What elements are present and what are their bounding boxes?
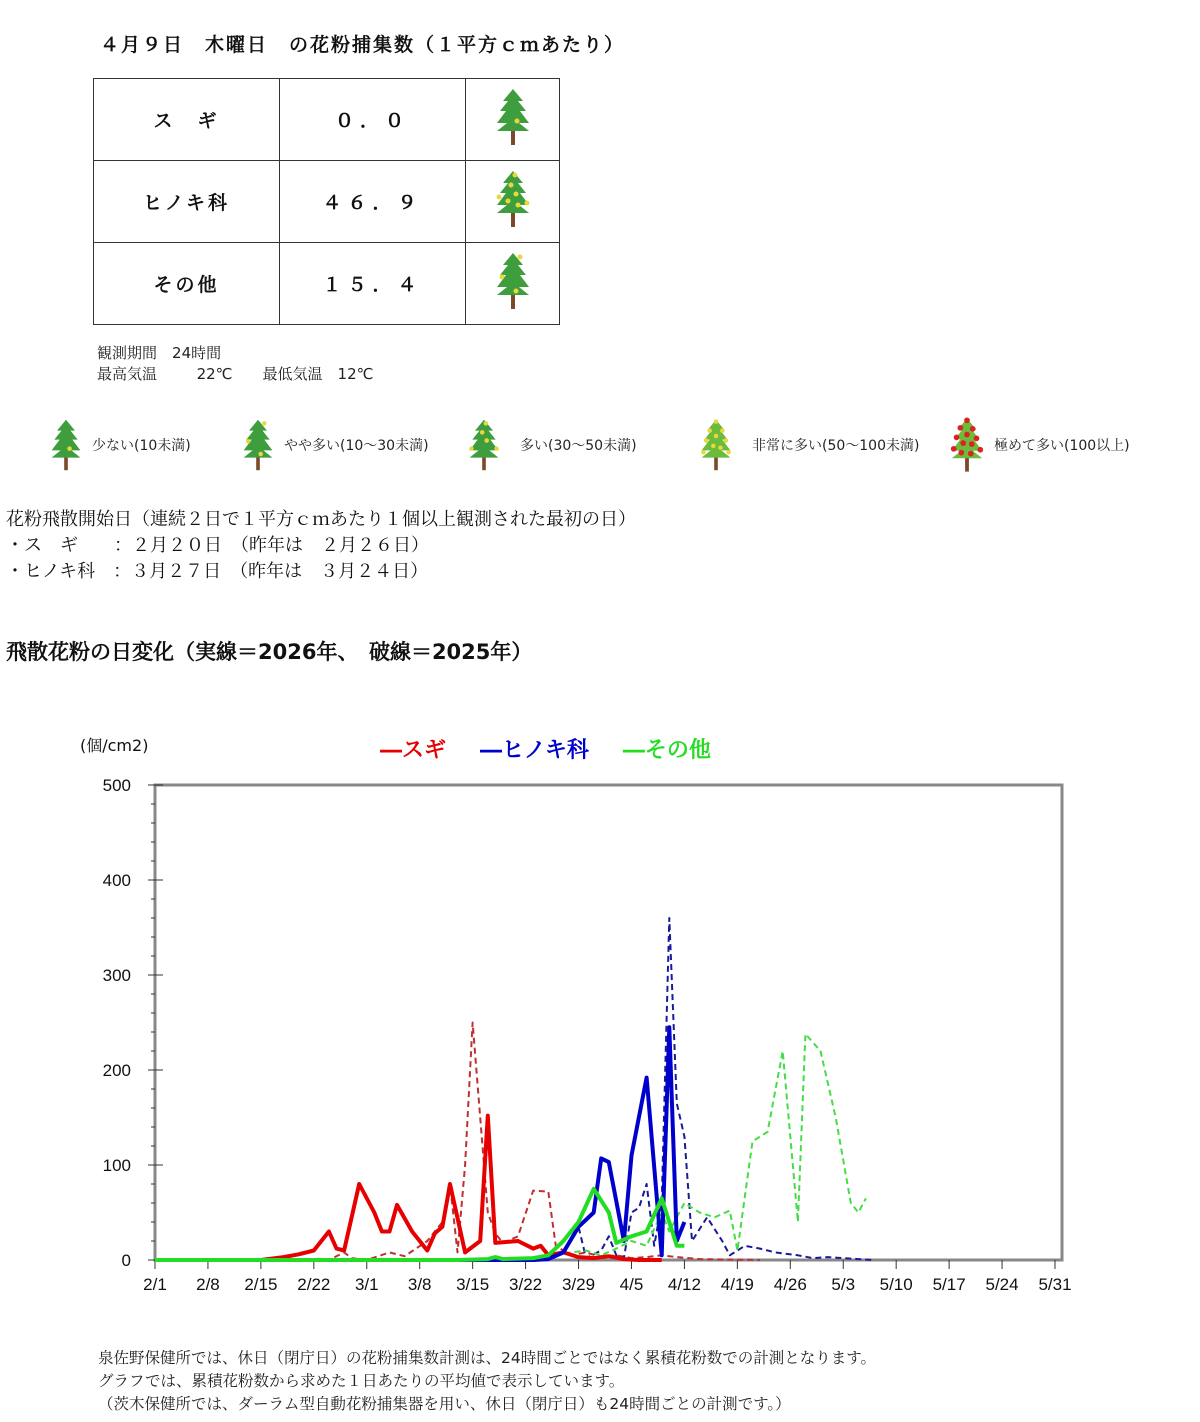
row-name: ヒノキ科 [94,161,280,243]
table-row-sugi [94,79,560,161]
series-line [155,918,874,1260]
legend-label: 多い(30～50未満) [520,438,637,454]
legend-label: 少ない(10未満) [92,438,191,454]
y-tick-label: 100 [102,1156,131,1175]
period-value: 24時間 [172,344,222,362]
tree-many-icon [466,415,502,475]
tree-very-many-icon [698,415,734,475]
legend-label: 非常に多い(50～100未満) [752,438,920,454]
legend-sugi: ―スギ [380,738,447,763]
y-tick-label: 400 [102,871,131,890]
observation-info [97,343,373,385]
min-temp-value: 12℃ [337,365,374,383]
series-line [155,1027,684,1260]
x-tick-label: 4/12 [667,1275,701,1294]
footer-line-3: （茨木保健所では、ダーラム型自動花粉捕集器を用い、休日（閉庁日）も24時間ごとの計測です。） [98,1395,791,1413]
tree-somewhat-many-icon [240,415,276,475]
start-row-hinoki-date: ：３月２７日 [113,561,222,582]
level-legend-somewhat-many [240,415,429,475]
x-tick-label: 3/22 [509,1275,543,1294]
x-tick-label: 3/8 [407,1275,432,1294]
start-heading: 花粉飛散開始日（連続２日で１平方ｃｍあたり１個以上観測された最初の日） [6,509,636,530]
x-tick-label: 5/24 [985,1275,1019,1294]
min-temp-label: 最低気温 [262,365,323,383]
x-tick-label: 2/22 [297,1275,331,1294]
tree-somewhat-many-icon [466,243,560,325]
legend-label: 極めて多い(100以上) [994,438,1130,454]
x-tick-label: 2/1 [143,1275,167,1294]
level-legend-few [48,415,191,475]
x-tick-label: 4/19 [720,1275,754,1294]
level-legend-many [466,415,637,475]
tree-extremely-many-icon [948,415,986,475]
x-tick-label: 4/26 [773,1275,807,1294]
start-row-sugi-date: ：２月２０日 [114,535,222,556]
pollen-count-table [93,78,560,325]
x-tick-label: 2/15 [244,1275,278,1294]
y-tick-label: 200 [102,1061,131,1080]
level-legend-extremely-many [948,415,1130,475]
period-label: 観測期間 [97,344,158,362]
start-row-sugi-name: ・ス ギ [6,535,114,556]
max-temp-value: 22℃ [196,365,233,383]
start-row-hinoki-name: ・ヒノキ科 [6,561,114,582]
x-tick-label: 4/5 [619,1275,644,1294]
table-row-other [94,243,560,325]
x-tick-label: 3/29 [561,1275,596,1294]
row-value: ０．０ [280,79,466,161]
pollen-line-chart [0,770,1200,1310]
table-row-hinoki [94,161,560,243]
y-tick-label: 0 [121,1251,131,1270]
start-row-sugi-last-year: （昨年は ２月２６日） [240,535,429,556]
series-legend [380,733,711,764]
legend-hinoki: ―ヒノキ科 [480,738,589,763]
x-tick-label: 2/8 [196,1275,220,1294]
x-tick-label: 3/1 [354,1275,379,1294]
row-value: １５．４ [280,243,466,325]
footer-notes [98,1347,876,1416]
row-value: ４６．９ [280,161,466,243]
pollen-start-dates [6,507,636,585]
series-line [155,1189,684,1260]
tree-many-icon [466,161,560,243]
row-name: ス ギ [94,79,280,161]
x-tick-label: 5/31 [1038,1275,1072,1294]
footer-line-2: グラフでは、累積花粉数から求めた１日あたりの平均値で表示しています。 [98,1372,625,1390]
legend-other: ―その他 [622,738,711,763]
footer-line-1: 泉佐野保健所では、休日（閉庁日）の花粉捕集数計測は、24時間ごとではなく累積花粉数での計測となります。 [98,1349,876,1367]
y-axis-unit-label: (個/cm2) [80,736,149,755]
page-title: ４月９日 木曜日 の花粉捕集数（１平方ｃｍあたり） [100,34,626,56]
chart-lines [155,918,874,1260]
x-tick-label: 3/15 [456,1275,490,1294]
legend-label: やや多い(10～30未満) [284,438,429,454]
level-legend-very-many [698,415,919,475]
x-tick-label: 5/10 [879,1275,913,1294]
chart-title: 飛散花粉の日変化（実線＝2026年、 破線＝2025年） [6,640,533,664]
x-tick-label: 5/3 [831,1275,856,1294]
plot-frame [155,785,1062,1260]
start-row-hinoki-last-year: （昨年は ３月２４日） [239,561,429,582]
series-line [155,1034,866,1260]
y-tick-label: 300 [102,966,131,985]
tree-few-icon [466,79,560,161]
row-name: その他 [94,243,280,325]
y-tick-label: 500 [102,776,131,795]
tree-few-icon [48,415,84,475]
x-tick-label: 5/17 [932,1275,966,1294]
max-temp-label: 最高気温 [97,365,158,383]
series-line [155,1116,662,1260]
